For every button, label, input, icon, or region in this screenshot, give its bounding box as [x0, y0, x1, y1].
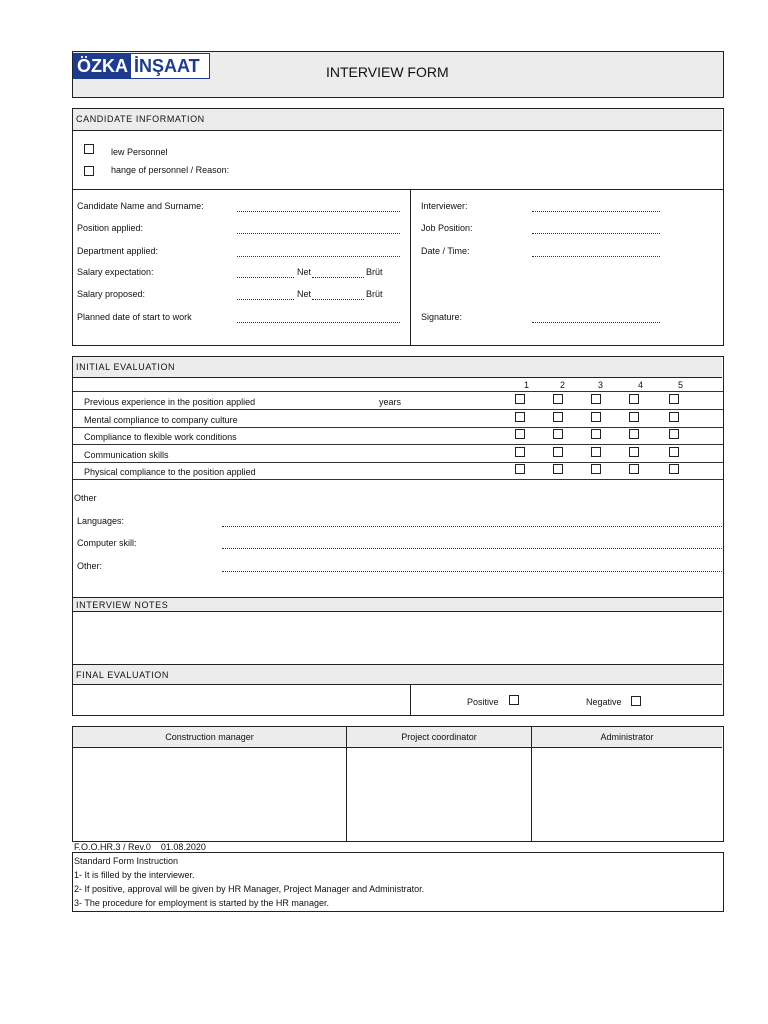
- net-label: Net: [297, 267, 312, 277]
- rating-checkbox[interactable]: [591, 447, 601, 457]
- signature-field[interactable]: [532, 322, 660, 323]
- scale-label: 1: [524, 380, 530, 390]
- positive-label: Positive: [467, 697, 499, 707]
- other-field[interactable]: [222, 571, 722, 572]
- instruction-item: 3- The procedure for employment is started by the HR manager.: [74, 898, 329, 908]
- logo-part2: İNŞAAT: [134, 56, 200, 76]
- computer-skill-label: Computer skill:: [77, 538, 137, 548]
- scale-label: 5: [678, 380, 684, 390]
- rating-checkbox[interactable]: [629, 429, 639, 439]
- start-date-field[interactable]: [237, 322, 400, 323]
- criterion-label: Communication skills: [84, 450, 169, 460]
- new-personnel-checkbox[interactable]: [84, 144, 94, 154]
- date-time-field[interactable]: [532, 256, 660, 257]
- rating-checkbox[interactable]: [591, 394, 601, 404]
- rating-checkbox[interactable]: [629, 412, 639, 422]
- rating-checkbox[interactable]: [553, 429, 563, 439]
- criterion-label: Previous experience in the position applied: [84, 397, 256, 407]
- negative-label: Negative: [586, 697, 622, 707]
- salary-expectation-brut-field[interactable]: [312, 277, 364, 278]
- approval-administrator: Administrator: [600, 732, 654, 742]
- position-applied-field[interactable]: [237, 233, 400, 234]
- criterion-label: Compliance to flexible work conditions: [84, 432, 237, 442]
- instruction-item: 1- It is filled by the interviewer.: [74, 870, 195, 880]
- languages-label: Languages:: [77, 516, 125, 526]
- computer-skill-field[interactable]: [222, 548, 722, 549]
- candidate-section: [72, 108, 724, 346]
- criterion-row-line: [73, 427, 723, 428]
- rating-checkbox[interactable]: [629, 394, 639, 404]
- rating-checkbox[interactable]: [515, 429, 525, 439]
- rating-checkbox[interactable]: [515, 447, 525, 457]
- criterion-row-line: [73, 409, 723, 410]
- instruction-item: 2- If positive, approval will be given by HR Manager, Project Manager and Administrator.: [74, 884, 425, 894]
- rating-checkbox[interactable]: [591, 429, 601, 439]
- logo-part1: ÖZKA: [74, 54, 131, 78]
- initial-evaluation-header: INITIAL EVALUATION: [73, 357, 722, 378]
- rating-checkbox[interactable]: [591, 412, 601, 422]
- years-label: years: [379, 397, 402, 407]
- other-label: Other:: [77, 561, 103, 571]
- scale-label: 4: [638, 380, 644, 390]
- languages-field[interactable]: [222, 526, 722, 527]
- rating-checkbox[interactable]: [515, 412, 525, 422]
- position-applied-label: Position applied:: [77, 223, 144, 233]
- salary-proposed-net-field[interactable]: [237, 299, 294, 300]
- net-label: Net: [297, 289, 312, 299]
- job-position-label: Job Position:: [421, 223, 473, 233]
- candidate-name-label: Candidate Name and Surname:: [77, 201, 204, 211]
- divider: [73, 189, 723, 190]
- rating-checkbox[interactable]: [591, 464, 601, 474]
- company-logo: [73, 53, 210, 79]
- new-personnel-label: lew Personnel: [111, 147, 168, 157]
- candidate-section-header: CANDIDATE INFORMATION: [73, 109, 722, 131]
- divider: [531, 727, 532, 841]
- divider: [410, 189, 411, 345]
- start-date-label: Planned date of start to work: [77, 312, 192, 322]
- criterion-label: Mental compliance to company culture: [84, 415, 238, 425]
- rating-checkbox[interactable]: [515, 464, 525, 474]
- rating-checkbox[interactable]: [553, 447, 563, 457]
- interview-notes-area[interactable]: [73, 613, 722, 664]
- rating-checkbox[interactable]: [553, 412, 563, 422]
- other-heading: Other: [74, 493, 97, 503]
- document-code: F.O.O.HR.3 / Rev.0 01.08.2020: [74, 842, 206, 852]
- criterion-label: Physical compliance to the position applied: [84, 467, 256, 477]
- rating-checkbox[interactable]: [669, 464, 679, 474]
- rating-checkbox[interactable]: [669, 447, 679, 457]
- department-field[interactable]: [237, 256, 400, 257]
- salary-proposed-label: Salary proposed:: [77, 289, 146, 299]
- divider: [346, 727, 347, 841]
- approval-project-coordinator: Project coordinator: [401, 732, 477, 742]
- positive-checkbox[interactable]: [509, 695, 519, 705]
- rating-checkbox[interactable]: [553, 394, 563, 404]
- change-personnel-label: hange of personnel / Reason:: [111, 165, 230, 175]
- brut-label: Brüt: [366, 267, 383, 277]
- rating-checkbox[interactable]: [629, 447, 639, 457]
- scale-label: 3: [598, 380, 604, 390]
- rating-checkbox[interactable]: [515, 394, 525, 404]
- criterion-row-line: [73, 444, 723, 445]
- scale-underline: [73, 391, 723, 392]
- salary-proposed-brut-field[interactable]: [312, 299, 364, 300]
- signature-label: Signature:: [421, 312, 463, 322]
- criterion-row-line: [73, 462, 723, 463]
- final-evaluation-header: FINAL EVALUATION: [73, 665, 722, 685]
- department-label: Department applied:: [77, 246, 159, 256]
- job-position-field[interactable]: [532, 233, 660, 234]
- rating-checkbox[interactable]: [669, 412, 679, 422]
- change-personnel-checkbox[interactable]: [84, 166, 94, 176]
- rating-checkbox[interactable]: [669, 394, 679, 404]
- divider: [410, 685, 411, 715]
- interviewer-label: Interviewer:: [421, 201, 468, 211]
- rating-checkbox[interactable]: [669, 429, 679, 439]
- approval-construction-manager: Construction manager: [165, 732, 254, 742]
- interviewer-field[interactable]: [532, 211, 660, 212]
- salary-expectation-label: Salary expectation:: [77, 267, 154, 277]
- rating-checkbox[interactable]: [553, 464, 563, 474]
- instructions-title: Standard Form Instruction: [74, 856, 179, 866]
- interview-notes-header: INTERVIEW NOTES: [73, 598, 722, 612]
- date-time-label: Date / Time:: [421, 246, 470, 256]
- brut-label: Brüt: [366, 289, 383, 299]
- rating-checkbox[interactable]: [629, 464, 639, 474]
- salary-expectation-net-field[interactable]: [237, 277, 294, 278]
- criterion-row-line: [73, 479, 723, 480]
- candidate-name-field[interactable]: [237, 211, 400, 212]
- page-title: INTERVIEW FORM: [326, 64, 449, 80]
- negative-checkbox[interactable]: [631, 696, 641, 706]
- scale-label: 2: [560, 380, 566, 390]
